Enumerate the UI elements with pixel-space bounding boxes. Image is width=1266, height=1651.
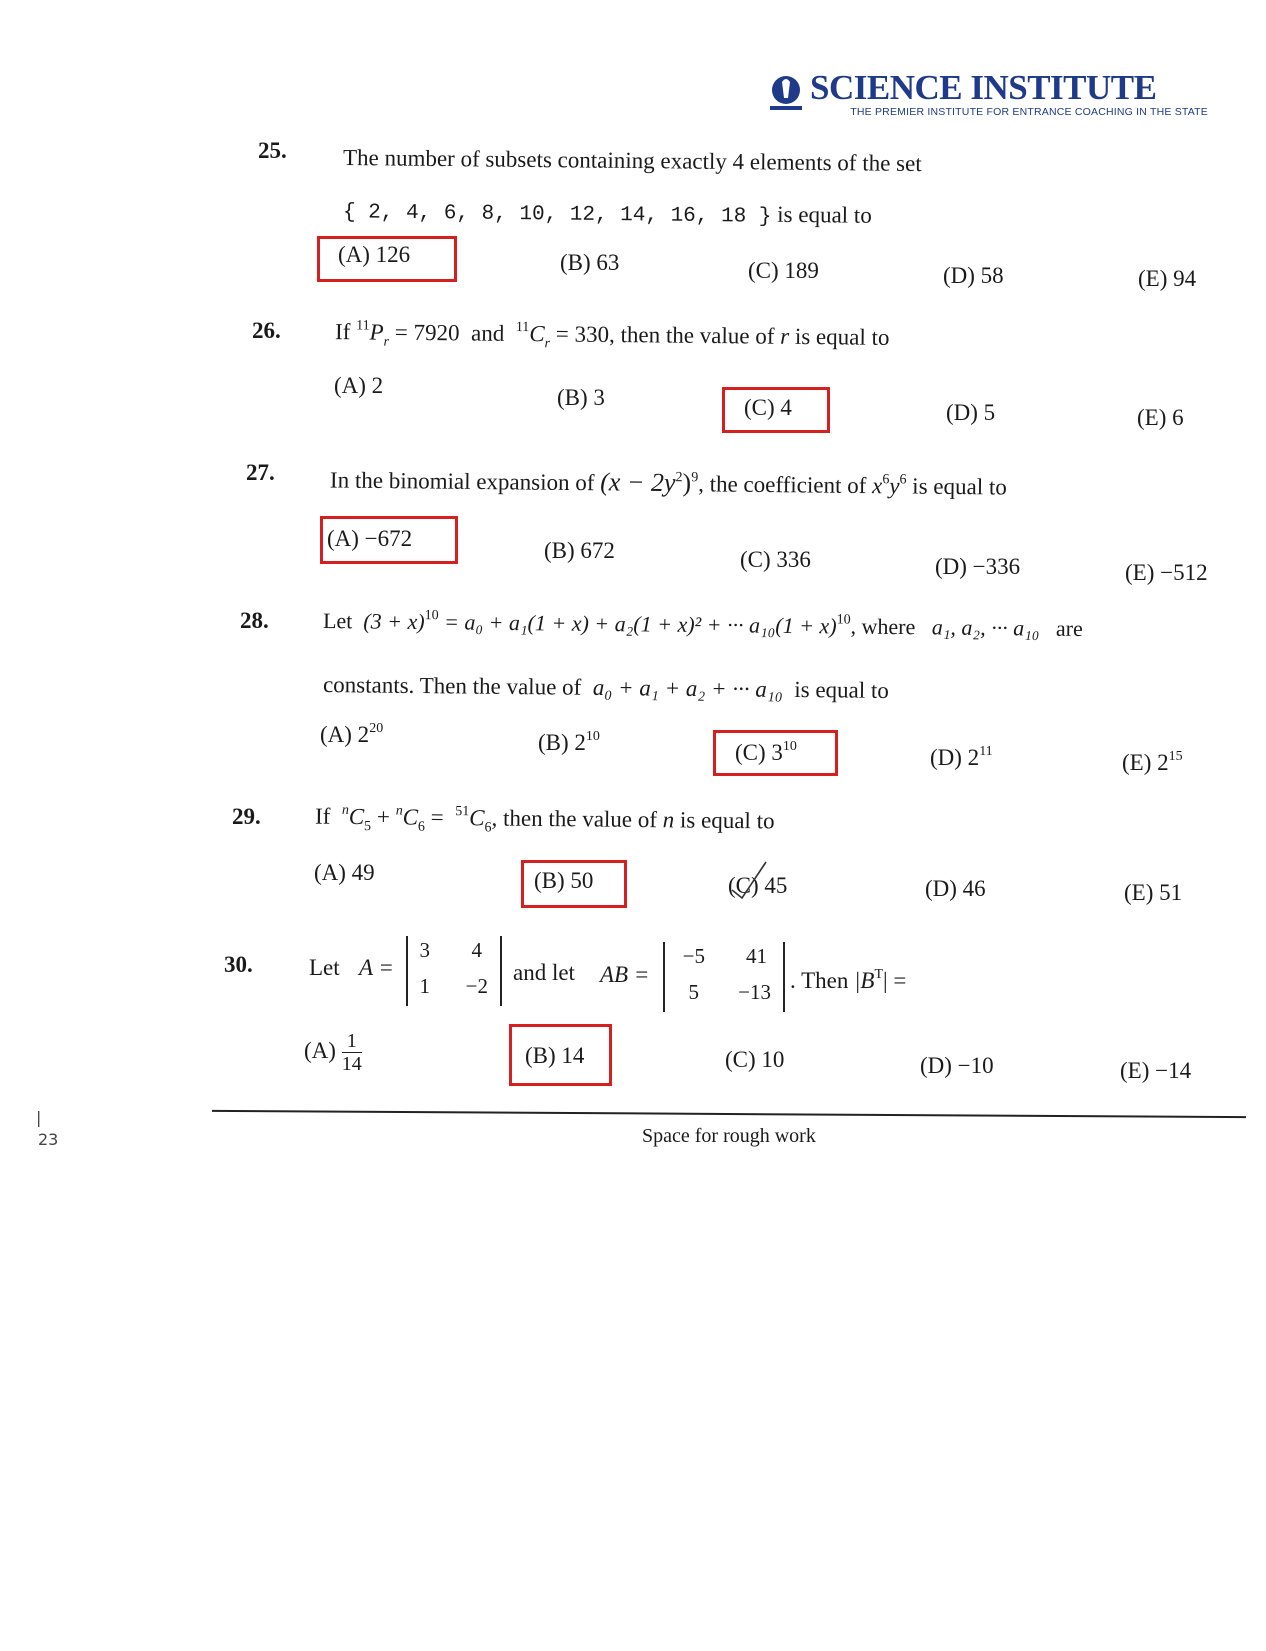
question-29-option-b[interactable]: (B) 50 <box>534 868 594 893</box>
question-27-power: 9 <box>691 470 699 486</box>
question-30-option-d[interactable]: (D) −10 <box>920 1053 994 1078</box>
institute-header <box>768 68 1208 118</box>
matrix-ab-cell: 41 <box>746 944 767 968</box>
matrix-a-cell: 1 <box>419 974 430 998</box>
question-30-then <box>790 968 906 994</box>
question-26-c-symbol: C <box>529 321 545 347</box>
question-27-mid: , the coefficient of <box>698 471 867 499</box>
question-28-option-e-base: (E) 2 <box>1122 750 1169 775</box>
question-26-tail: , then the value of <box>608 321 775 349</box>
question-29-end: is equal to <box>679 807 775 834</box>
question-26-and: and <box>470 320 505 346</box>
question-25-set: { 2, 4, 6, 8, 10, 12, 14, 16, 18 } <box>342 201 772 229</box>
question-29-c1: C <box>348 803 365 830</box>
question-28-option-d-power: 11 <box>979 744 993 759</box>
question-28-option-b-power: 10 <box>585 729 600 744</box>
question-25-option-b[interactable]: (B) 63 <box>560 250 620 275</box>
question-25-option-e[interactable]: (E) 94 <box>1138 266 1197 291</box>
question-29-s2: 6 <box>417 819 425 835</box>
matrix-a <box>406 936 502 1006</box>
question-28-lhs-power: 10 <box>424 608 439 624</box>
matrix-a-cell: 4 <box>471 938 482 962</box>
question-30-then-text: . Then <box>790 968 849 993</box>
question-27-close-paren: ) <box>682 468 692 498</box>
question-25-stem: The number of subsets containing exactly 4 elements of the set <box>342 144 922 177</box>
question-28-rhs-power: 10 <box>836 612 851 628</box>
question-27-y-power: 2 <box>675 470 683 486</box>
question-28-option-b-base: (B) 2 <box>538 730 586 755</box>
question-28-option-b[interactable] <box>538 730 600 756</box>
question-26-p-superscript: 11 <box>356 318 370 334</box>
matrix-ab-cell: −13 <box>738 980 771 1004</box>
question-30-option-b[interactable]: (B) 14 <box>525 1043 585 1068</box>
question-30-det-close: | = <box>883 968 907 993</box>
institute-tagline: THE PREMIER INSTITUTE FOR ENTRANCE COACHING IN THE STATE <box>850 106 1208 118</box>
question-30-option-c[interactable]: (C) 10 <box>725 1047 785 1072</box>
institute-name: SCIENCE INSTITUTE <box>810 68 1157 107</box>
question-26-option-a[interactable]: (A) 2 <box>334 373 384 398</box>
question-30-let: Let <box>309 955 340 980</box>
question-28-number: 28. <box>240 608 269 633</box>
matrix-a-cell: 3 <box>419 938 430 962</box>
question-29-option-a[interactable]: (A) 49 <box>314 860 375 885</box>
question-26-end: is equal to <box>794 323 890 350</box>
question-25-option-d[interactable]: (D) 58 <box>943 263 1004 288</box>
question-28-where: , where <box>850 613 916 640</box>
question-26-stem <box>335 319 890 351</box>
question-28-option-d-base: (D) 2 <box>930 745 980 770</box>
handwritten-tick-icon <box>728 860 770 900</box>
question-29-option-c[interactable]: (C) 45 <box>728 873 788 898</box>
question-25-number: 25. <box>258 138 287 163</box>
question-30-transpose: T <box>874 967 884 982</box>
question-29-p51: 51 <box>455 804 470 820</box>
question-28-stem-line2 <box>323 672 889 704</box>
question-25-stem-line2 <box>343 197 872 230</box>
question-26-option-b[interactable]: (B) 3 <box>557 385 605 410</box>
question-25-option-c[interactable]: (C) 189 <box>748 258 819 283</box>
question-28-option-d[interactable] <box>930 745 993 771</box>
question-29-tail: , then the value of <box>491 805 658 833</box>
question-30-and-let: and let <box>513 960 575 985</box>
question-28-rhs: = a₀ + a₁(1 + x) + a₂(1 + x)² + ··· a₁₀(1 + x) <box>443 609 837 639</box>
question-27-expression: (x − 2y <box>600 467 676 498</box>
matrix-ab <box>663 942 785 1012</box>
question-29-s3: 6 <box>484 820 492 836</box>
matrix-a-cell: −2 <box>465 974 488 998</box>
question-29-variable: n <box>662 807 675 833</box>
question-29-n2: n <box>395 803 403 819</box>
question-25-stem-tail: is equal to <box>777 201 872 228</box>
margin-page-number: 23 <box>38 1130 59 1149</box>
question-25-option-a[interactable]: (A) 126 <box>338 242 411 267</box>
question-27-pre: In the binomial expansion of <box>329 467 595 496</box>
question-30-option-a-label: (A) <box>304 1037 336 1063</box>
question-29-plus: + <box>376 804 391 830</box>
question-29-c2: C <box>402 804 419 830</box>
question-26-option-e[interactable]: (E) 6 <box>1137 405 1184 430</box>
question-28-end: is equal to <box>794 676 889 703</box>
fraction-denominator: 14 <box>341 1053 362 1075</box>
question-30-det-open: |B <box>854 968 875 993</box>
matrix-ab-cell: −5 <box>682 944 705 968</box>
question-28-option-a-base: (A) 2 <box>320 722 370 747</box>
question-26-if: If <box>334 319 351 345</box>
question-29-option-d[interactable]: (D) 46 <box>925 876 986 901</box>
question-30-option-a[interactable] <box>304 1030 362 1075</box>
question-27-option-a[interactable]: (A) −672 <box>327 526 413 551</box>
question-28-line2: constants. Then the value of <box>322 672 582 700</box>
question-26-option-d[interactable]: (D) 5 <box>946 400 996 425</box>
question-30-number: 30. <box>224 952 253 977</box>
question-27-x-power: 6 <box>882 472 890 488</box>
question-30-a-symbol: A = <box>359 955 394 980</box>
question-26-c-value: = 330 <box>555 321 610 347</box>
question-29-if: If <box>314 803 331 829</box>
question-26-c-subscript: r <box>544 336 551 352</box>
question-28-option-a[interactable] <box>320 722 383 748</box>
question-27-end: is equal to <box>912 473 1007 500</box>
question-27-option-c[interactable]: (C) 336 <box>740 547 811 572</box>
question-29-eq: = <box>430 804 444 830</box>
question-29-s1: 5 <box>364 819 372 835</box>
question-27-number: 27. <box>246 460 275 485</box>
question-30-ab-symbol: AB = <box>600 962 650 987</box>
rough-work-divider <box>212 1110 1246 1118</box>
question-28-option-e-power: 15 <box>1168 749 1183 764</box>
question-29-c3: C <box>469 805 485 831</box>
matrix-ab-cell: 5 <box>688 980 699 1004</box>
question-28-option-c-power: 10 <box>782 739 797 754</box>
question-26-p-subscript: r <box>383 334 390 350</box>
margin-tick: | <box>36 1108 42 1127</box>
question-26-variable: r <box>780 323 790 349</box>
fraction-numerator: 1 <box>342 1030 362 1053</box>
question-26-p-value: = 7920 <box>394 319 460 346</box>
question-28-are: are <box>1055 615 1083 641</box>
question-29-n1: n <box>341 802 349 818</box>
question-27-y-power-6: 6 <box>899 472 907 488</box>
question-27-option-b[interactable]: (B) 672 <box>544 538 615 563</box>
question-28-option-a-power: 20 <box>369 721 384 736</box>
question-29-stem <box>315 804 775 835</box>
question-30-ab-label <box>600 962 649 988</box>
question-26-option-c[interactable]: (C) 4 <box>744 395 792 420</box>
question-29-number: 29. <box>232 804 261 829</box>
question-28-option-c[interactable] <box>735 740 797 766</box>
question-27-option-e[interactable]: (E) −512 <box>1125 560 1208 585</box>
question-28-let: Let <box>322 608 353 634</box>
question-28-option-e[interactable] <box>1122 750 1183 776</box>
question-29-option-e[interactable]: (E) 51 <box>1124 880 1183 905</box>
question-30-option-e[interactable]: (E) −14 <box>1120 1058 1192 1083</box>
question-26-p-symbol: P <box>369 319 384 345</box>
question-30-option-a-fraction <box>342 1030 362 1075</box>
question-27-y: y <box>889 473 900 499</box>
question-28-lhs: (3 + x) <box>363 608 425 635</box>
question-26-c-superscript: 11 <box>515 319 530 336</box>
question-28-vars: a₁, a₂, ··· a₁₀ <box>931 614 1040 641</box>
rough-work-label: Space for rough work <box>642 1125 816 1147</box>
question-28-option-c-base: (C) 3 <box>735 740 783 765</box>
question-27-option-d[interactable]: (D) −336 <box>935 554 1021 579</box>
question-28-stem <box>323 608 1083 642</box>
question-26-number: 26. <box>252 318 281 343</box>
question-28-sum: a₀ + a₁ + a₂ + ··· a₁₀ <box>592 674 783 702</box>
question-27-x: x <box>871 473 883 499</box>
question-27-stem <box>330 464 1007 501</box>
